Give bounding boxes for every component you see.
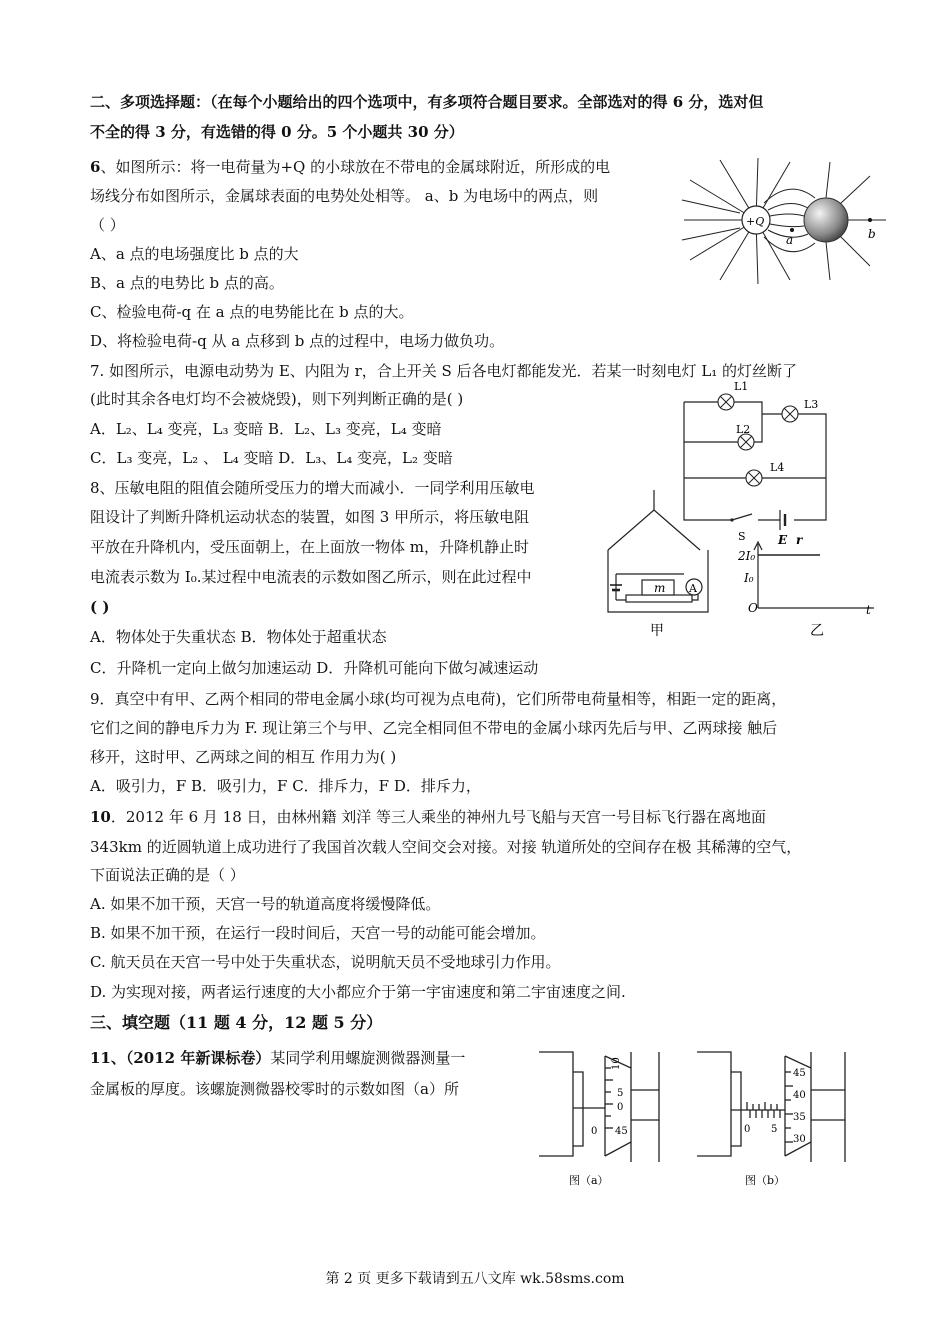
y-tick-i0: I₀ xyxy=(744,571,754,585)
q7-line2: (此时其余各电灯均不会被烧毁)，则下列判断正确的是( ) xyxy=(90,390,464,408)
figure-b-caption: 图（b） xyxy=(745,1174,786,1187)
field-lines xyxy=(682,158,886,284)
figure-jia-label: 甲 xyxy=(650,623,664,639)
point-b-label: b xyxy=(868,227,876,241)
q7-options-ab: A．L₂、L₄ 变亮，L₃ 变暗 B．L₂、L₃ 变亮，L₄ 变暗 xyxy=(90,420,442,438)
q6-number: 6 xyxy=(90,158,101,176)
q7-line1: 7. 如图所示，电源电动势为 E、内阻为 r，合上开关 S 后各电灯都能发光．若某一时刻电灯 L₁ 的灯丝断了 xyxy=(90,362,798,380)
resistance-label: r xyxy=(796,533,803,547)
b-scale-40: 40 xyxy=(793,1090,806,1101)
q11-micrometer-figures xyxy=(535,1046,865,1196)
a-scale-5: 5 xyxy=(617,1088,624,1099)
q10-line3: 下面说法正确的是（ ） xyxy=(90,866,245,884)
switch-label: S xyxy=(738,530,746,543)
q10-line2: 343km 的近圆轨道上成功进行了我国首次载人空间交会对接。对接 轨道所处的空间存在极 其稀薄的空气， xyxy=(90,838,802,856)
q6-option-a: A、a 点的电场强度比 b 点的大 xyxy=(90,245,299,263)
section3-header: 三、填空题（11 题 4 分，12 题 5 分） xyxy=(90,1013,383,1032)
b-scale-30: 30 xyxy=(793,1134,806,1145)
q10-option-c: C. 航天员在天宫一号中处于失重状态，说明航天员不受地球引力作用。 xyxy=(90,953,561,971)
emf-label: E xyxy=(778,533,788,547)
q11-line1 xyxy=(90,1047,465,1069)
point-b xyxy=(868,218,872,222)
page-footer: 第 2 页 更多下载请到五八文库 wk.58sms.com xyxy=(325,1271,625,1287)
point-a xyxy=(790,228,794,232)
charge-label: +Q xyxy=(746,215,765,228)
q8-line4: 电流表示数为 I₀.某过程中电流表的示数如图乙所示，则在此过程中 xyxy=(90,568,532,586)
a-main-zero: 0 xyxy=(591,1126,598,1137)
q10-text1: ．2012 年 6 月 18 日，由林州籍 刘洋 等三人乘坐的神州九号飞船与天宫一号目标飞行器在离地面 xyxy=(110,808,767,826)
q6-line1 xyxy=(90,156,610,178)
figure-yi-label: 乙 xyxy=(810,623,824,639)
metal-sphere xyxy=(804,198,848,242)
q8-options-cd: C．升降机一定向上做匀加速运动 D．升降机可能向下做匀减速运动 xyxy=(90,659,539,677)
pressure-resistor xyxy=(626,595,692,602)
q6-option-b: B、a 点的电势比 b 点的高。 xyxy=(90,274,284,292)
q11-line2: 金属板的厚度。该螺旋测微器校零时的示数如图（a）所 xyxy=(90,1080,459,1098)
a-scale-45: 45 xyxy=(615,1126,628,1137)
section2-header-line1: 二、多项选择题：（在每个小题给出的四个选项中，有多项符合题目要求。全部选对的得 6 分，选对但 xyxy=(90,93,764,111)
q6-text1: 、如图所示：将一电荷量为+Q 的小球放在不带电的金属球附近，所形成的电 xyxy=(100,158,611,176)
b-main-0: 0 xyxy=(744,1124,751,1135)
q10-option-b: B. 如果不加干预，在运行一段时间后，天宫一号的动能可能会增加。 xyxy=(90,924,546,942)
l2-label: L2 xyxy=(736,423,751,436)
figure-a-caption: 图（a） xyxy=(569,1174,609,1187)
micrometer-b xyxy=(697,1052,845,1162)
q8-elevator-diagram xyxy=(598,488,880,640)
a-scale-10: 10 xyxy=(611,1057,622,1070)
q8-line5: ( ) xyxy=(90,598,110,616)
q10-line1 xyxy=(90,806,766,828)
q11-text1: 某同学利用螺旋测微器测量一 xyxy=(270,1049,466,1067)
q11-source-tag: 、（2012 年新课标卷） xyxy=(110,1049,271,1067)
q8-line3: 平放在升降机内，受压面朝上，在上面放一物体 m，升降机静止时 xyxy=(90,538,529,556)
current-graph xyxy=(754,542,874,608)
q6-option-c: C、检验电荷-q 在 a 点的电势能比在 b 点的大。 xyxy=(90,303,414,321)
q11-number: 11 xyxy=(90,1049,111,1067)
q9-line3: 移开，这时甲、乙两球之间的相互 作用力为( ) xyxy=(90,748,397,766)
q6-option-d: D、将检验电荷-q 从 a 点移到 b 点的过程中，电场力做负功。 xyxy=(90,332,505,350)
a-scale-0: 0 xyxy=(617,1102,624,1113)
q6-line3: （ ） xyxy=(90,216,125,234)
micrometer-a xyxy=(539,1052,659,1162)
q6-line2: 场线分布如图所示，金属球表面的电势处处相等。 a、b 为电场中的两点，则 xyxy=(90,187,599,205)
q10-number: 10 xyxy=(90,808,111,826)
point-a-label: a xyxy=(786,233,794,247)
l4-label: L4 xyxy=(770,461,785,474)
q7-options-cd: C．L₃ 变亮，L₂ 、 L₄ 变暗 D．L₃、L₄ 变亮，L₂ 变暗 xyxy=(90,449,453,467)
q9-options: A．吸引力，F B．吸引力，F C．排斥力，F D．排斥力， xyxy=(90,777,481,795)
y-tick-2i0: 2I₀ xyxy=(738,549,756,563)
b-scale-45: 45 xyxy=(793,1068,806,1079)
l1-label: L1 xyxy=(734,380,749,393)
section2-header-line2: 不全的得 3 分，有选错的得 0 分。5 个小题共 30 分） xyxy=(90,123,464,141)
ammeter-label: A xyxy=(689,582,697,595)
mass-label: m xyxy=(654,581,666,595)
q10-option-d: D. 为实现对接，两者运行速度的大小都应介于第一宇宙速度和第二宇宙速度之间. xyxy=(90,983,626,1001)
q6-field-diagram xyxy=(680,158,890,293)
b-scale-35: 35 xyxy=(793,1112,806,1123)
q9-line1: 9．真空中有甲、乙两个相同的带电金属小球(均可视为点电荷)，它们所带电荷量相等，相距一定的距离， xyxy=(90,690,787,708)
b-main-5: 5 xyxy=(771,1124,778,1135)
t-axis-label: t xyxy=(866,603,871,617)
q8-options-ab: A．物体处于失重状态 B．物体处于超重状态 xyxy=(90,628,387,646)
q8-line1: 8、压敏电阻的阻值会随所受压力的增大而减小．一同学利用压敏电 xyxy=(90,479,535,497)
q10-option-a: A. 如果不加干预，天宫一号的轨道高度将缓慢降低。 xyxy=(90,895,441,913)
q9-line2: 它们之间的静电斥力为 F. 现让第三个与甲、乙完全相同但不带电的金属小球丙先后与甲、乙两球接 触后 xyxy=(90,719,778,737)
q8-line2: 阻设计了判断升降机运动状态的装置，如图 3 甲所示，将压敏电阻 xyxy=(90,508,530,526)
l3-label: L3 xyxy=(804,398,819,411)
origin-label: O xyxy=(748,601,758,615)
